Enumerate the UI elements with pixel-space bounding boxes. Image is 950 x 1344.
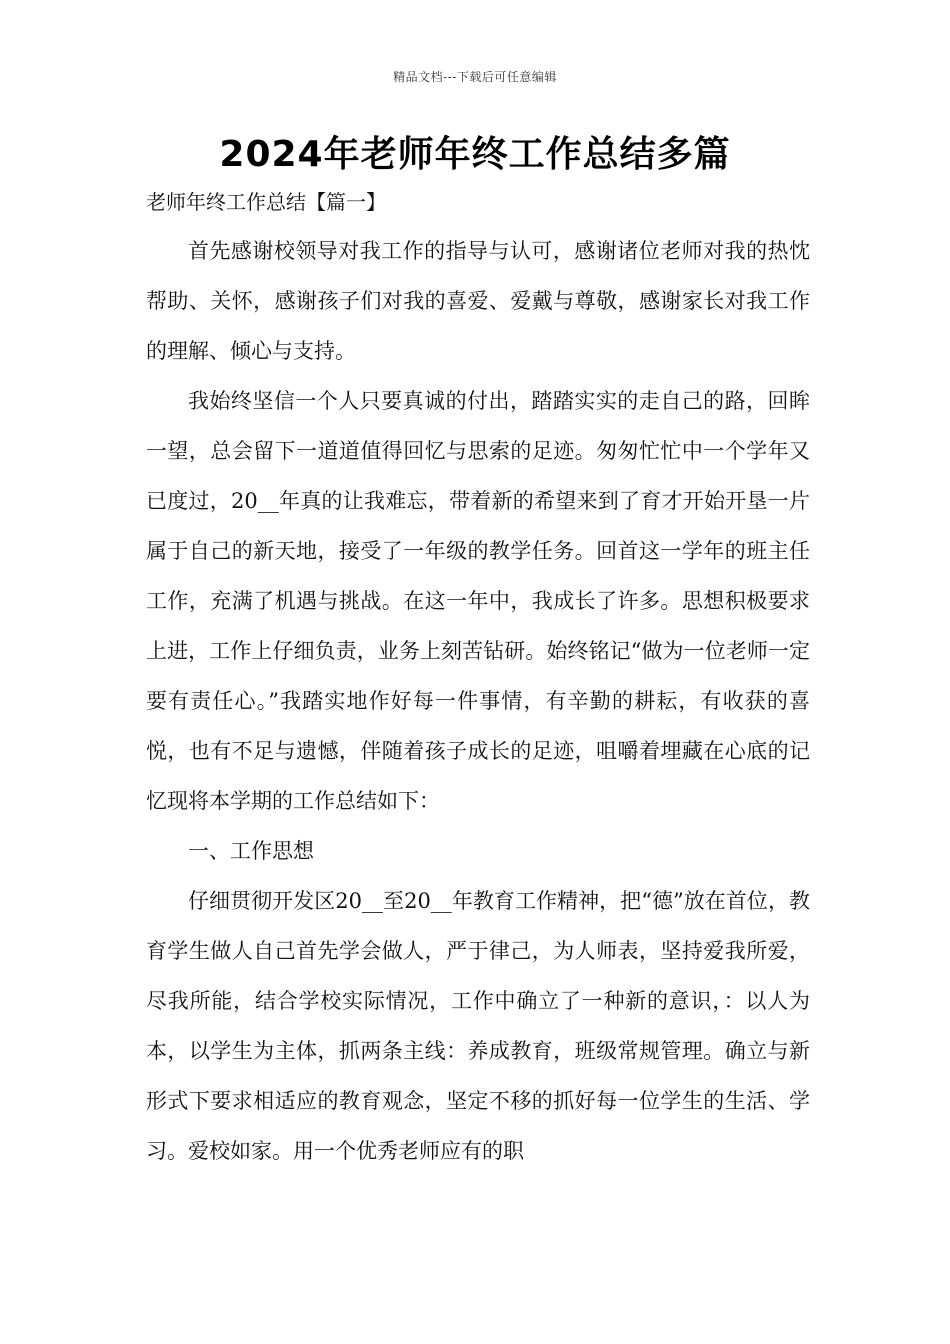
paragraph-reflection: 我始终坚信一个人只要真诚的付出，踏踏实实的走自己的路，回眸一望，总会留下一道道值得回忆与思索的足迹。匆匆忙忙中一个学年又已度过，20__年真的让我难忘，带着新的希望来到了育才开始开垦一片属于自己的新天地，接受了一年级的教学任务。回首这一学年的班主任工作，充满了机遇与挑战。在这一年中，我成长了许多。思想积极要求上进，工作上仔细负责，业务上刻苦钻研。始终铭记“做为一位老师一定要有责任心。”我踏实地作好每一件事情，有辛勤的耕耘，有收获的喜悦，也有不足与遗憾，伴随着孩子成长的足迹，咀嚼着埋藏在心底的记忆现将本学期的工作总结如下： [146,389,810,813]
header-note: 精品文档---下载后可任意编辑 [393,70,557,84]
document-title: 2024年老师年终工作总结多篇 [219,134,731,175]
paragraph-work-thoughts: 仔细贯彻开发区20__至20__年教育工作精神，把“德”放在首位，教育学生做人自己首先学会做人，严于律己，为人师表，坚持爱我所爱，尽我所能，结合学校实际情况，工作中确立了一种新的意识，：以人为本，以学生为主体，抓两条主线：养成教育，班级常规管理。确立与新形式下要求相适应的教育观念，坚定不移的抓好每一位学生的生活、学习。爱校如家。用一个优秀老师应有的职 [146,889,810,1163]
document-body [146,226,810,1176]
subheading-work-thoughts: 一、工作思想 [188,839,314,863]
paragraph-thanks: 首先感谢校领导对我工作的指导与认可，感谢诸位老师对我的热忱帮助、关怀，感谢孩子们对我的喜爱、爱戴与尊敬，感谢家长对我工作的理解、倾心与支持。 [146,239,810,363]
section-heading: 老师年终工作总结【篇一】 [146,190,386,214]
